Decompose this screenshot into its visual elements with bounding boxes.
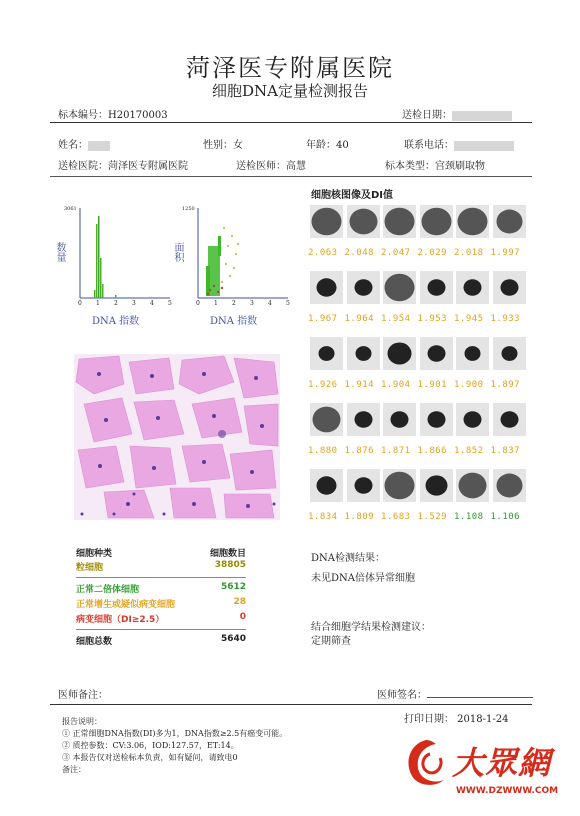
report-title: 细胞DNA定量检测报告 <box>212 82 368 100</box>
di-value: 1.834 <box>308 512 338 522</box>
di-value: 1.914 <box>344 380 375 390</box>
nucleus-image <box>493 337 526 370</box>
nucleus-image <box>383 205 416 238</box>
di-value: 1.926 <box>308 380 338 390</box>
nucleus-image <box>420 337 453 370</box>
nucleus-image <box>383 271 416 304</box>
advice-text: 定期筛查 <box>311 636 351 647</box>
di-value: 1.871 <box>381 446 411 456</box>
di-value: 1.900 <box>454 380 484 390</box>
nucleus-image <box>420 469 453 502</box>
nucleus-image <box>493 469 526 502</box>
nucleus-image <box>420 205 453 238</box>
table-row: 正常二倍体细胞 5612 <box>76 582 246 595</box>
dna-result-text: 未见DNA倍体异常细胞 <box>311 573 415 584</box>
di-value: 1.945 <box>454 314 484 324</box>
nucleus-image <box>420 403 453 436</box>
patient-name: 姓名： <box>58 136 110 151</box>
di-value: 2.029 <box>417 248 448 258</box>
di-value: 1.876 <box>344 446 375 456</box>
di-value: 1.880 <box>308 446 338 456</box>
scatter-plot <box>196 206 290 302</box>
di-value: 1.901 <box>417 380 448 390</box>
di-value: 1.683 <box>381 512 411 522</box>
doctor-note: 医师备注： <box>58 690 108 701</box>
nucleus-image <box>347 337 380 370</box>
di-value: 1.108 <box>454 512 484 522</box>
patient-phone: 联系电话： <box>404 136 514 151</box>
di-value: 1.967 <box>308 314 338 324</box>
nucleus-image <box>493 271 526 304</box>
nucleus-image <box>456 469 489 502</box>
table-row: 病变细胞（DI≥2.5） 0 <box>76 612 246 625</box>
di-value: 1.106 <box>490 512 521 522</box>
dna-result-title: DNA检测结果： <box>311 553 385 564</box>
di-value: 1.529 <box>417 512 448 522</box>
send-doctor: 送检医师：高慧 <box>236 161 306 172</box>
di-value: 1.904 <box>381 380 411 390</box>
header-rule <box>50 122 532 123</box>
nucleus-image <box>347 403 380 436</box>
send-hospital: 送检医院：菏泽医专附属医院 <box>58 161 188 172</box>
advice-title: 结合细胞学结果检测建议： <box>311 622 431 633</box>
dna-histogram: 数量 3061 0 1 2 3 4 5 DNA 指数 <box>54 206 172 327</box>
signature-line <box>427 697 533 698</box>
nucleus-image <box>310 205 343 238</box>
nucleus-image <box>383 469 416 502</box>
histogram-plot <box>78 206 172 302</box>
di-value: 2.063 <box>308 248 338 258</box>
note-3: ③ 本报告仅对送检标本负责，如有疑问，请致电0 <box>62 753 238 762</box>
di-value: 2.047 <box>381 248 411 258</box>
send-date: 送检日期： <box>402 106 512 121</box>
cell-micrograph <box>74 354 280 520</box>
patient-gender: 性别：女 <box>203 140 243 151</box>
sample-type: 标本类型：宫颈刷取物 <box>385 161 485 172</box>
scatter-ymax: 1250 <box>182 206 195 212</box>
patient-rule <box>50 176 532 177</box>
di-value: 1.809 <box>344 512 375 522</box>
dna-scatter: 面积 1250 0 1 2 3 4 5 DNA 指数 <box>172 206 290 327</box>
col-cell-type: 细胞种类 <box>76 549 113 559</box>
table-row: 正常增生或疑似病变细胞 28 <box>76 597 246 610</box>
scatter-ylabel: 面积 <box>172 242 183 262</box>
di-value: 1.897 <box>490 380 521 390</box>
di-value: 1.852 <box>454 446 484 456</box>
nucleus-image <box>383 337 416 370</box>
notes-title: 报告说明： <box>62 717 102 726</box>
di-value: 2.018 <box>454 248 484 258</box>
nucleus-image <box>456 205 489 238</box>
di-value: 1.954 <box>381 314 411 324</box>
nucleus-image <box>310 271 343 304</box>
note-1: ① 正常细胞DNA指数(DI)多为1，DNA指数≥2.5有癌变可能。 <box>62 729 288 738</box>
di-value: 2.048 <box>344 248 375 258</box>
nucleus-image <box>456 337 489 370</box>
di-value: 1.964 <box>344 314 375 324</box>
doctor-sign: 医师签名： <box>377 690 427 701</box>
nucleus-image <box>383 403 416 436</box>
nucleus-image <box>493 403 526 436</box>
nucleus-image <box>347 271 380 304</box>
footer-rule <box>50 704 532 705</box>
nucleus-image <box>347 469 380 502</box>
table-row: 粒细胞 38805 <box>76 560 246 573</box>
histogram-ymax: 3061 <box>64 206 77 212</box>
dzwww-logo <box>400 734 570 804</box>
di-value: 1.997 <box>490 248 521 258</box>
note-2: ② 质控参数：CV:3.06，IOD:127.57，ET:14。 <box>62 741 239 750</box>
nucleus-image <box>493 205 526 238</box>
nucleus-image <box>310 337 343 370</box>
patient-age: 年龄：40 <box>306 140 349 151</box>
histogram-ylabel: 数量 <box>54 242 65 262</box>
nuclei-grid <box>308 203 534 533</box>
nucleus-image <box>310 403 343 436</box>
table-row: 细胞总数 5640 <box>76 634 246 647</box>
histogram-xlabel: DNA 指数 <box>92 316 140 327</box>
nucleus-image <box>456 271 489 304</box>
scatter-xlabel: DNA 指数 <box>210 316 258 327</box>
count-table <box>76 546 246 649</box>
nucleus-image <box>456 403 489 436</box>
remark: 备注： <box>62 765 86 774</box>
col-cell-count: 细胞数目 <box>209 549 246 559</box>
di-value: 1.837 <box>490 446 521 456</box>
nucleus-image <box>347 205 380 238</box>
logo-text: 大眾網 <box>452 744 552 782</box>
sample-no: 标本编号：H20170003 <box>58 110 168 121</box>
di-value: 1.953 <box>417 314 448 324</box>
hospital-name: 菏泽医专附属医院 <box>186 54 394 82</box>
logo-swirl-icon <box>400 736 452 792</box>
di-value: 1.933 <box>490 314 521 324</box>
nucleus-image <box>310 469 343 502</box>
nuclei-title: 细胞核图像及DI值 <box>311 190 394 201</box>
logo-url: WWW.DZWWW.COM <box>456 786 559 796</box>
print-date: 打印日期： 2018-1-24 <box>404 714 509 725</box>
nucleus-image <box>420 271 453 304</box>
di-value: 1.866 <box>417 446 448 456</box>
